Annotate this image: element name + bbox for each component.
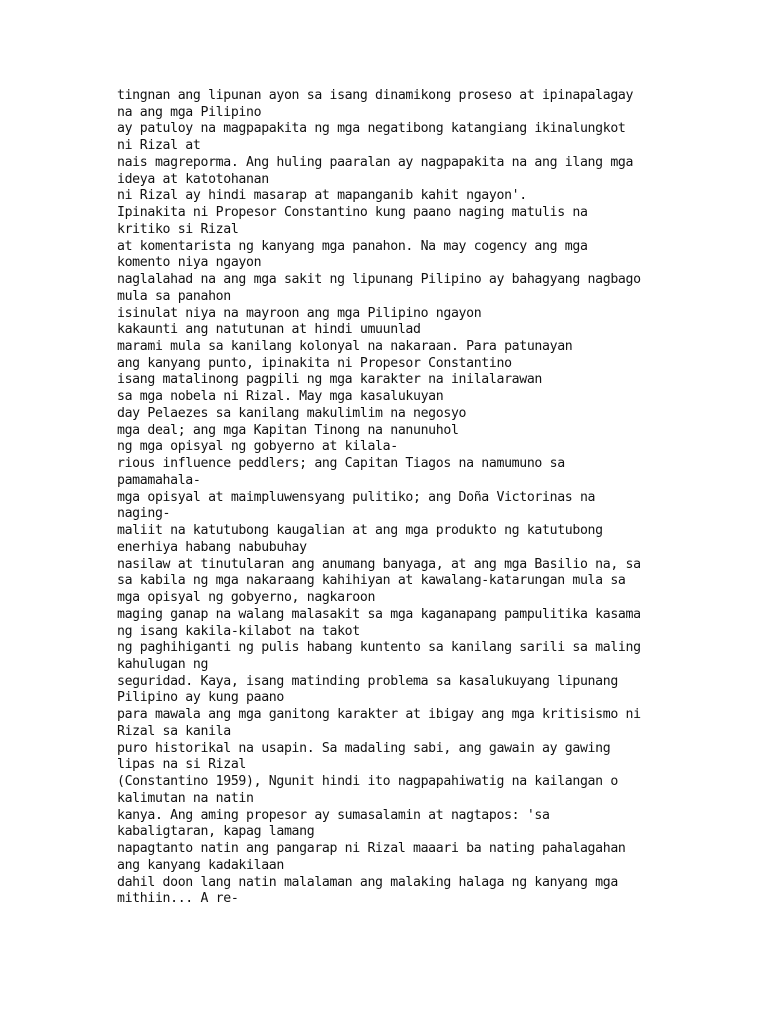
- text-line: nais magreporma. Ang huling paaralan ay nagpapakita na ang ilang mga: [117, 154, 634, 170]
- text-line: ng mga opisyal ng gobyerno at kilala-: [117, 439, 398, 455]
- text-line: isinulat niya na mayroon ang mga Pilipino ngayon: [117, 305, 482, 321]
- text-line: ideya at katotohanan: [117, 171, 269, 187]
- text-line: kabaligtaran, kapag lamang: [117, 824, 315, 840]
- text-line: komento niya ngayon: [117, 255, 262, 271]
- text-line: at komentarista ng kanyang mga panahon. Na may cogency ang mga: [117, 238, 588, 254]
- text-line: tingnan ang lipunan ayon sa isang dinamikong proseso at ipinapalagay: [117, 88, 634, 103]
- text-line: mula sa panahon: [117, 288, 231, 304]
- text-line: ay patuloy na magpapakita ng mga negatibong katangiang ikinalungkot: [117, 121, 626, 137]
- text-line: maging ganap na walang malasakit sa mga kaganapang pampulitika kasama: [117, 606, 641, 622]
- text-line: ng isang kakila-kilabot na takot: [117, 623, 360, 639]
- text-line: naging-: [117, 506, 171, 522]
- text-line: kalimutan na natin: [117, 790, 254, 806]
- text-line: seguridad. Kaya, isang matinding problema sa kasalukuyang lipunang: [117, 673, 618, 689]
- text-line: para mawala ang mga ganitong karakter at ibigay ang mga kritisismo ni: [117, 707, 641, 723]
- text-line: maliit na katutubong kaugalian at ang mga produkto ng katutubong: [117, 523, 603, 539]
- text-line: sa mga nobela ni Rizal. May mga kasalukuyan: [117, 389, 444, 405]
- text-line: naglalahad na ang mga sakit ng lipunang Pilipino ay bahagyang nagbago: [117, 272, 641, 288]
- text-line: kakaunti ang natutunan at hindi umuunlad: [117, 322, 421, 338]
- text-line: kanya. Ang aming propesor ay sumasalamin at nagtapos: 'sa: [117, 807, 550, 823]
- text-line: nasilaw at tinutularan ang anumang banyaga, at ang mga Basilio na, sa: [117, 556, 641, 572]
- text-line: Pilipino ay kung paano: [117, 690, 284, 706]
- text-line: mga deal; ang mga Kapitan Tinong na nanunuhol: [117, 422, 459, 438]
- text-line: enerhiya habang nabubuhay: [117, 539, 307, 555]
- text-line: ni Rizal ay hindi masarap at mapanganib kahit ngayon'.: [117, 188, 527, 204]
- text-line: mga opisyal ng gobyerno, nagkaroon: [117, 590, 376, 606]
- text-line: Rizal sa kanila: [117, 723, 231, 739]
- text-line: dahil doon lang natin malalaman ang malaking halaga ng kanyang mga: [117, 874, 618, 890]
- text-line: kritiko si Rizal: [117, 221, 239, 237]
- text-line: puro historikal na usapin. Sa madaling sabi, ang gawain ay gawing: [117, 740, 611, 756]
- text-line: ang kanyang punto, ipinakita ni Propesor Constantino: [117, 355, 512, 371]
- text-line: (Constantino 1959), Ngunit hindi ito nagpapahiwatig na kailangan o: [117, 774, 618, 790]
- text-line: Ipinakita ni Propesor Constantino kung paano naging matulis na: [117, 205, 588, 221]
- text-line: ng paghihiganti ng pulis habang kuntento sa kanilang sarili sa maling: [117, 640, 641, 656]
- text-line: napagtanto natin ang pangarap ni Rizal maaari ba nating pahalagahan: [117, 841, 626, 857]
- body-text: [117, 88, 737, 908]
- text-line: marami mula sa kanilang kolonyal na nakaraan. Para patunayan: [117, 339, 573, 355]
- text-line: isang matalinong pagpili ng mga karakter na inilalarawan: [117, 372, 543, 388]
- text-line: rious influence peddlers; ang Capitan Tiagos na namumuno sa: [117, 456, 565, 472]
- text-line: na ang mga Pilipino: [117, 104, 262, 120]
- text-line: day Pelaezes sa kanilang makulimlim na negosyo: [117, 405, 467, 421]
- text-line: kahulugan ng: [117, 656, 209, 672]
- text-line: sa kabila ng mga nakaraang kahihiyan at kawalang-katarungan mula sa: [117, 573, 626, 589]
- text-line: mga opisyal at maimpluwensyang pulitiko; ang Doña Victorinas na: [117, 489, 596, 505]
- text-line: lipas na si Rizal: [117, 757, 247, 773]
- text-line: pamamahala-: [117, 472, 201, 488]
- text-line: mithiin... A re-: [117, 891, 239, 907]
- text-line: ang kanyang kadakilaan: [117, 857, 284, 873]
- text-line: ni Rizal at: [117, 138, 201, 154]
